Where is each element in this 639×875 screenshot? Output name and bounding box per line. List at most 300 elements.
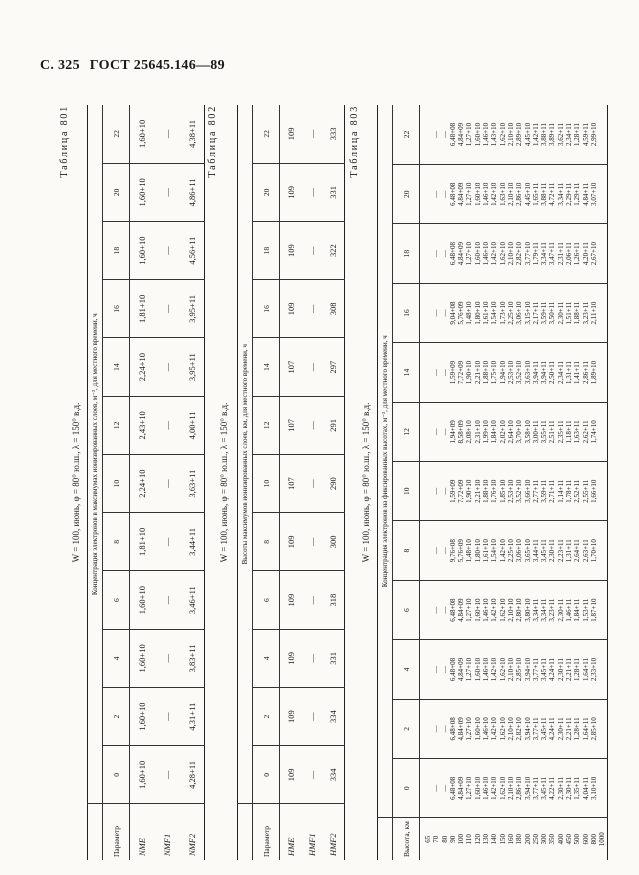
value-cell: 1,88+11 <box>573 301 582 325</box>
hour-header: 4 <box>253 629 280 687</box>
value-cell: — <box>155 513 179 571</box>
value-cell: 1,89+10 <box>589 360 598 385</box>
value-cell: 2,30+11 <box>556 658 565 681</box>
value-cell: — <box>432 725 441 733</box>
value-cell: 1,27+10 <box>465 776 474 800</box>
value-cell: — <box>432 131 441 139</box>
value-cell: 1,81+10 <box>130 513 155 571</box>
value-cell: 3,23+11 <box>548 598 557 622</box>
value-cell: 2,21+11 <box>565 658 574 681</box>
value-cell: 4,84+09 <box>457 657 466 682</box>
value-cell: 2,10+10 <box>506 776 515 800</box>
value-cell: — <box>302 338 323 396</box>
hour-header: 20 <box>103 163 130 221</box>
value-cell: 109 <box>280 629 302 687</box>
value-cell: 2,67+10 <box>589 242 598 266</box>
hour-header: 18 <box>253 222 280 280</box>
value-cell: 318 <box>322 571 344 629</box>
value-cell: 2,10+10 <box>506 598 515 622</box>
standard-code: ГОСТ 25645.146—89 <box>89 58 225 73</box>
table-802-title: W = 100, июнь, φ = 80° ю.ш., λ = 150° в.д. <box>219 402 229 563</box>
value-cell: — <box>155 105 179 163</box>
hour-header: 4 <box>393 640 420 699</box>
value-cell: — <box>302 746 323 804</box>
row-label: NMF1 <box>161 833 172 856</box>
value-cell: 3,88+11 <box>540 182 549 206</box>
value-cell: — <box>155 571 179 629</box>
value-cell: 107 <box>280 396 302 454</box>
value-cell: 4,22+11 <box>548 776 557 800</box>
value-cell: 1,62+10 <box>498 776 507 800</box>
value-cell: 3,66+10 <box>523 479 532 503</box>
value-cell: 3,94+10 <box>523 717 532 741</box>
heights-cell <box>420 818 608 860</box>
hour-header: 22 <box>253 105 280 163</box>
value-cell: 2,89+10 <box>515 122 524 147</box>
value-cell: 1,78+11 <box>565 479 574 503</box>
value-cell: 1,76+10 <box>490 479 499 503</box>
hour-header: 12 <box>103 396 130 454</box>
value-cell: 1,84+10 <box>490 420 499 444</box>
rotated-tables <box>57 105 605 860</box>
value-cell: 2,52+11 <box>573 479 582 503</box>
table-802-block <box>207 105 347 860</box>
value-cell: 2,64+10 <box>506 420 515 444</box>
value-cell: 1,46+11 <box>565 598 574 622</box>
value-cell: 3,23+11 <box>581 301 590 325</box>
value-cell: 1,53+11 <box>581 598 590 622</box>
value-cell: 1,60+10 <box>130 746 155 804</box>
height-value: 180 <box>515 834 524 845</box>
page-number: С. 325 <box>40 58 80 73</box>
value-cell: 4,84+09 <box>457 717 466 741</box>
value-cell: 4,24+11 <box>548 717 557 741</box>
value-cell: 334 <box>322 688 344 746</box>
height-value: 140 <box>490 834 499 845</box>
value-cell: 109 <box>280 163 302 221</box>
height-value: 450 <box>565 834 574 845</box>
value-cell: 4,84+11 <box>581 182 590 206</box>
value-cell: 3,95+11 <box>179 338 204 396</box>
value-cell: 1,87+10 <box>589 598 598 622</box>
value-cell: — <box>155 746 179 804</box>
value-cell: 1,43+10 <box>490 122 499 147</box>
value-cell: 4,24+11 <box>548 658 557 681</box>
height-value: 800 <box>589 834 598 845</box>
value-cell: 1,90+10 <box>465 360 474 385</box>
value-cell: 6,48+08 <box>448 776 457 800</box>
value-cell: 322 <box>322 222 344 280</box>
value-cell: 1,42+10 <box>498 539 507 563</box>
value-cell: 3,52+10 <box>515 360 524 385</box>
value-cell: 2,31+11 <box>556 242 565 266</box>
value-cell: 1,54+10 <box>490 539 499 563</box>
value-cell: 1,60+10 <box>473 182 482 206</box>
value-cell: — <box>302 396 323 454</box>
value-cell: — <box>302 513 323 571</box>
value-cell: 1,42+10 <box>490 717 499 741</box>
value-cell: 1,94+10 <box>498 360 507 385</box>
value-cell: 2,80+10 <box>515 598 524 622</box>
value-cell: 2,17+11 <box>531 301 540 325</box>
table-801-number: Таблица 801 <box>59 105 70 178</box>
value-cell: 109 <box>280 746 302 804</box>
height-value: 500 <box>573 834 582 845</box>
table-803-group-title: Концентрация электронов на фиксированных высотах, м⁻³, для местного времени, ч <box>378 105 393 818</box>
value-cell: — <box>302 688 323 746</box>
value-column <box>420 521 608 580</box>
value-cell: 3,34+11 <box>540 598 549 622</box>
value-cell: 1,27+10 <box>465 598 474 622</box>
value-cell: 1,54+10 <box>490 301 499 325</box>
value-cell: 1,28+11 <box>573 123 582 146</box>
height-value: 200 <box>523 834 532 845</box>
value-cell: 1,42+10 <box>490 242 499 266</box>
value-cell: 3,46+11 <box>179 571 204 629</box>
page-header <box>40 58 231 74</box>
value-cell: 2,62+11 <box>581 420 590 444</box>
value-cell: 1,70+10 <box>589 539 598 563</box>
value-cell: 3,83+11 <box>179 629 204 687</box>
value-cell: 1,64+11 <box>581 717 590 741</box>
value-cell: 1,60+10 <box>473 776 482 800</box>
value-cell: 1,46+10 <box>482 776 491 800</box>
hour-header: 0 <box>103 746 130 804</box>
value-cell: 109 <box>280 571 302 629</box>
value-cell: 3,65+10 <box>523 539 532 563</box>
value-cell: 2,10+10 <box>506 657 515 682</box>
value-cell: 2,10+10 <box>506 122 515 147</box>
height-value: 250 <box>531 834 540 845</box>
value-cell: 3,06+10 <box>515 301 524 325</box>
value-cell: 3,63+11 <box>179 455 204 513</box>
height-value: 1000 <box>598 832 607 847</box>
value-cell: 1,61+10 <box>482 301 491 325</box>
value-cell: — <box>302 455 323 513</box>
height-value: 600 <box>581 834 590 845</box>
value-cell: 1,46+10 <box>482 122 491 147</box>
hour-header: 14 <box>393 343 420 402</box>
value-cell: 3,52+10 <box>515 479 524 503</box>
value-cell: 1,81+10 <box>130 280 155 338</box>
table-802-group-title: Высоты максимумов ионизированных слоев, км, для местного времени, ч <box>238 105 253 804</box>
value-cell: 3,06+10 <box>515 539 524 563</box>
hour-header: 12 <box>253 396 280 454</box>
value-cell: — <box>440 428 449 436</box>
value-cell: 1,28+11 <box>573 658 582 681</box>
table-802 <box>237 105 345 860</box>
hour-header: 2 <box>103 688 130 746</box>
value-cell: 3,77+11 <box>531 717 540 741</box>
table-803 <box>377 105 608 860</box>
table-row <box>155 105 179 860</box>
value-cell: 1,60+10 <box>130 571 155 629</box>
value-cell: 331 <box>322 629 344 687</box>
value-cell: 300 <box>322 513 344 571</box>
value-cell: 2,86+10 <box>515 776 524 800</box>
hour-header: 6 <box>393 580 420 639</box>
hour-header: 6 <box>253 571 280 629</box>
value-cell: 1,51+11 <box>565 301 574 325</box>
value-cell: 2,29+11 <box>565 182 574 206</box>
value-cell: 2,99+10 <box>589 122 598 147</box>
value-cell: 1,80+10 <box>473 301 482 325</box>
value-cell: 1,27+10 <box>465 122 474 147</box>
value-cell: 1,27+10 <box>465 717 474 741</box>
table-801-title: W = 100, июнь, φ = 80° ю.ш., λ = 150° в.д. <box>71 402 81 563</box>
value-cell: 2,21+10 <box>473 360 482 385</box>
value-cell: 1,99+10 <box>482 420 491 444</box>
table-row <box>322 105 344 860</box>
value-cell: 1,42+11 <box>531 123 540 146</box>
value-cell: — <box>432 487 441 495</box>
value-cell: 2,02+10 <box>498 420 507 444</box>
value-column <box>420 640 608 699</box>
value-cell: 1,84+11 <box>573 598 582 622</box>
table-row <box>420 105 608 860</box>
value-cell: 1,29+11 <box>573 182 582 206</box>
value-cell: 1,59+09 <box>448 479 457 503</box>
value-cell: 308 <box>322 280 344 338</box>
value-cell: 9,04+08 <box>448 301 457 325</box>
value-cell: 3,88+11 <box>540 123 549 146</box>
value-cell: — <box>440 725 449 733</box>
value-cell: 1,64+11 <box>581 658 590 681</box>
hour-header: 16 <box>253 280 280 338</box>
param-header: Параметр <box>103 804 130 860</box>
value-cell: — <box>432 547 441 555</box>
value-cell: 2,30+11 <box>565 776 574 800</box>
value-cell: 1,63+11 <box>573 420 582 444</box>
height-value: 110 <box>465 834 474 845</box>
value-cell: 2,43+10 <box>130 396 155 454</box>
value-cell: 7,72+09 <box>457 479 466 503</box>
value-cell: 4,38+11 <box>179 105 204 163</box>
height-header: Высота, км <box>393 818 420 860</box>
value-cell: — <box>432 190 441 198</box>
value-cell: 109 <box>280 513 302 571</box>
value-cell: 1,46+10 <box>482 717 491 741</box>
value-cell: 1,18+11 <box>565 420 574 444</box>
table-803-number: Таблица 803 <box>349 105 360 178</box>
value-cell: 1,46+10 <box>482 598 491 622</box>
row-label: NMF2 <box>186 833 197 856</box>
value-cell: 109 <box>280 222 302 280</box>
value-cell: 1,62+10 <box>498 242 507 266</box>
value-cell: 2,10+10 <box>506 717 515 741</box>
value-cell: 1,31+11 <box>565 360 574 384</box>
value-cell: 6,48+08 <box>448 717 457 741</box>
height-value: 65 <box>424 835 432 843</box>
value-cell: 1,79+11 <box>531 242 540 266</box>
value-cell: 3,45+11 <box>540 658 549 681</box>
value-cell: 1,60+10 <box>130 105 155 163</box>
param-header: Параметр <box>253 804 280 860</box>
value-cell: 6,48+08 <box>448 122 457 147</box>
value-cell: 1,60+10 <box>473 717 482 741</box>
value-cell: 2,25+10 <box>506 539 515 563</box>
value-cell: 2,63+11 <box>581 539 590 563</box>
value-cell: 2,86+10 <box>515 182 524 206</box>
value-cell: — <box>432 368 441 376</box>
value-cell: 109 <box>280 105 302 163</box>
value-cell: 7,72+09 <box>457 360 466 385</box>
value-cell: 1,60+10 <box>130 222 155 280</box>
value-cell: 3,07+10 <box>589 182 598 206</box>
value-cell: 3,62+11 <box>556 123 565 146</box>
value-cell: 1,26+11 <box>573 242 582 266</box>
value-cell: 4,00+11 <box>179 396 204 454</box>
hour-header: 0 <box>393 759 420 818</box>
value-cell: 4,59+11 <box>581 123 590 146</box>
value-cell: 290 <box>322 455 344 513</box>
value-cell: 2,21+11 <box>565 717 574 741</box>
table-row <box>280 105 302 860</box>
value-cell: 1,27+10 <box>465 242 474 266</box>
value-cell: 1,62+10 <box>498 657 507 682</box>
value-cell: 3,45+11 <box>540 717 549 741</box>
value-cell: 1,73+10 <box>498 301 507 325</box>
value-cell: 4,84+09 <box>457 182 466 206</box>
value-column <box>420 343 608 402</box>
value-cell: 1,90+10 <box>465 479 474 503</box>
value-column <box>420 402 608 461</box>
height-value: 130 <box>482 834 491 845</box>
height-value: 120 <box>473 834 482 845</box>
row-label: HMF2 <box>328 833 339 856</box>
value-cell: 1,60+10 <box>130 163 155 221</box>
value-cell: 2,30+11 <box>556 776 565 800</box>
value-cell: 1,28+11 <box>573 717 582 741</box>
value-cell: 9,76+08 <box>448 539 457 563</box>
value-cell: — <box>440 665 449 673</box>
value-cell: 2,08+10 <box>465 420 474 444</box>
value-cell: 1,46+10 <box>482 242 491 266</box>
value-cell: — <box>440 190 449 198</box>
value-cell: 1,65+11 <box>531 182 540 206</box>
value-cell: 3,45+11 <box>540 539 549 563</box>
value-cell: 1,66+10 <box>589 479 598 503</box>
value-cell: 3,63+10 <box>523 360 532 385</box>
value-cell: 2,77+11 <box>531 479 540 503</box>
value-cell: 4,84+09 <box>457 122 466 147</box>
value-cell: 2,82+10 <box>515 242 524 266</box>
value-cell: 3,34+11 <box>556 182 565 206</box>
value-column <box>420 283 608 342</box>
value-cell: 1,42+10 <box>490 776 499 800</box>
value-cell: 2,21+10 <box>473 479 482 503</box>
value-cell: 2,85+10 <box>515 657 524 682</box>
table-802-number: Таблица 802 <box>207 105 218 178</box>
value-cell: 5,76+09 <box>457 301 466 325</box>
hour-header: 10 <box>253 455 280 513</box>
hour-header: 16 <box>393 283 420 342</box>
value-cell: 2,71+11 <box>548 479 557 503</box>
value-cell: 3,59+11 <box>540 479 549 503</box>
value-cell: 1,42+10 <box>490 598 499 622</box>
value-cell: 2,33+10 <box>589 657 598 682</box>
value-cell: 4,31+11 <box>179 688 204 746</box>
table-row <box>302 105 323 860</box>
value-cell: 4,84+09 <box>457 242 466 266</box>
value-cell: 4,28+11 <box>179 746 204 804</box>
value-cell: 3,34+11 <box>531 598 540 622</box>
value-cell: 109 <box>280 688 302 746</box>
value-cell: 1,41+11 <box>573 360 582 384</box>
value-cell: 2,30+11 <box>556 598 565 622</box>
value-cell: 3,59+11 <box>540 301 549 325</box>
value-cell: 1,60+10 <box>473 122 482 147</box>
value-cell: 1,27+10 <box>465 182 474 206</box>
value-cell: 1,14+11 <box>556 479 565 503</box>
hour-header: 20 <box>253 163 280 221</box>
value-cell: — <box>155 280 179 338</box>
value-cell: — <box>155 455 179 513</box>
hour-header: 8 <box>253 513 280 571</box>
value-cell: 1,80+10 <box>473 539 482 563</box>
value-cell: 1,31+11 <box>565 539 574 563</box>
value-cell: 1,46+10 <box>482 182 491 206</box>
value-cell: 1,62+10 <box>498 122 507 147</box>
value-cell: 1,60+10 <box>473 598 482 622</box>
hour-header: 20 <box>393 165 420 224</box>
value-cell: 1,74+10 <box>589 420 598 444</box>
value-cell: 1,42+10 <box>490 182 499 206</box>
value-cell: 1,35+11 <box>573 776 582 800</box>
value-cell: 4,04+11 <box>581 776 590 800</box>
height-value: 90 <box>448 835 457 843</box>
row-label: NME <box>137 838 148 856</box>
value-cell: — <box>440 606 449 614</box>
value-column <box>420 105 608 165</box>
height-value: 100 <box>457 834 466 845</box>
table-801-block <box>57 105 207 860</box>
row-label: HMF1 <box>306 833 317 856</box>
value-cell: — <box>440 487 449 495</box>
value-cell: 6,48+08 <box>448 598 457 622</box>
value-cell: — <box>155 688 179 746</box>
param-header-top <box>88 804 103 860</box>
value-cell: 2,34+11 <box>565 123 574 146</box>
value-cell: 2,64+11 <box>573 539 582 563</box>
value-cell: 2,50+11 <box>548 360 557 384</box>
value-cell: 333 <box>322 105 344 163</box>
value-cell: 5,76+09 <box>457 539 466 563</box>
value-cell: 3,94+10 <box>523 657 532 682</box>
value-cell: — <box>440 250 449 258</box>
height-value: 150 <box>498 834 507 845</box>
value-cell: 4,72+11 <box>548 182 557 206</box>
value-cell: 2,30+11 <box>548 539 557 563</box>
value-cell: 3,77+10 <box>523 242 532 266</box>
value-cell: 2,53+10 <box>506 479 515 503</box>
value-cell: 1,60+10 <box>473 242 482 266</box>
value-cell: 3,45+11 <box>540 776 549 800</box>
hour-header: 22 <box>103 105 130 163</box>
value-cell: 4,45+10 <box>523 182 532 206</box>
hour-header: 16 <box>103 280 130 338</box>
value-cell: 1,60+10 <box>130 629 155 687</box>
value-cell: 3,77+11 <box>531 776 540 800</box>
value-cell: 2,85+10 <box>589 717 598 741</box>
value-cell: 1,63+10 <box>498 182 507 206</box>
value-cell: 3,80+10 <box>523 598 532 622</box>
value-cell: 107 <box>280 455 302 513</box>
value-cell: 1,75+10 <box>490 360 499 385</box>
param-header-top <box>238 804 253 860</box>
value-column <box>420 224 608 283</box>
value-cell: 331 <box>322 163 344 221</box>
